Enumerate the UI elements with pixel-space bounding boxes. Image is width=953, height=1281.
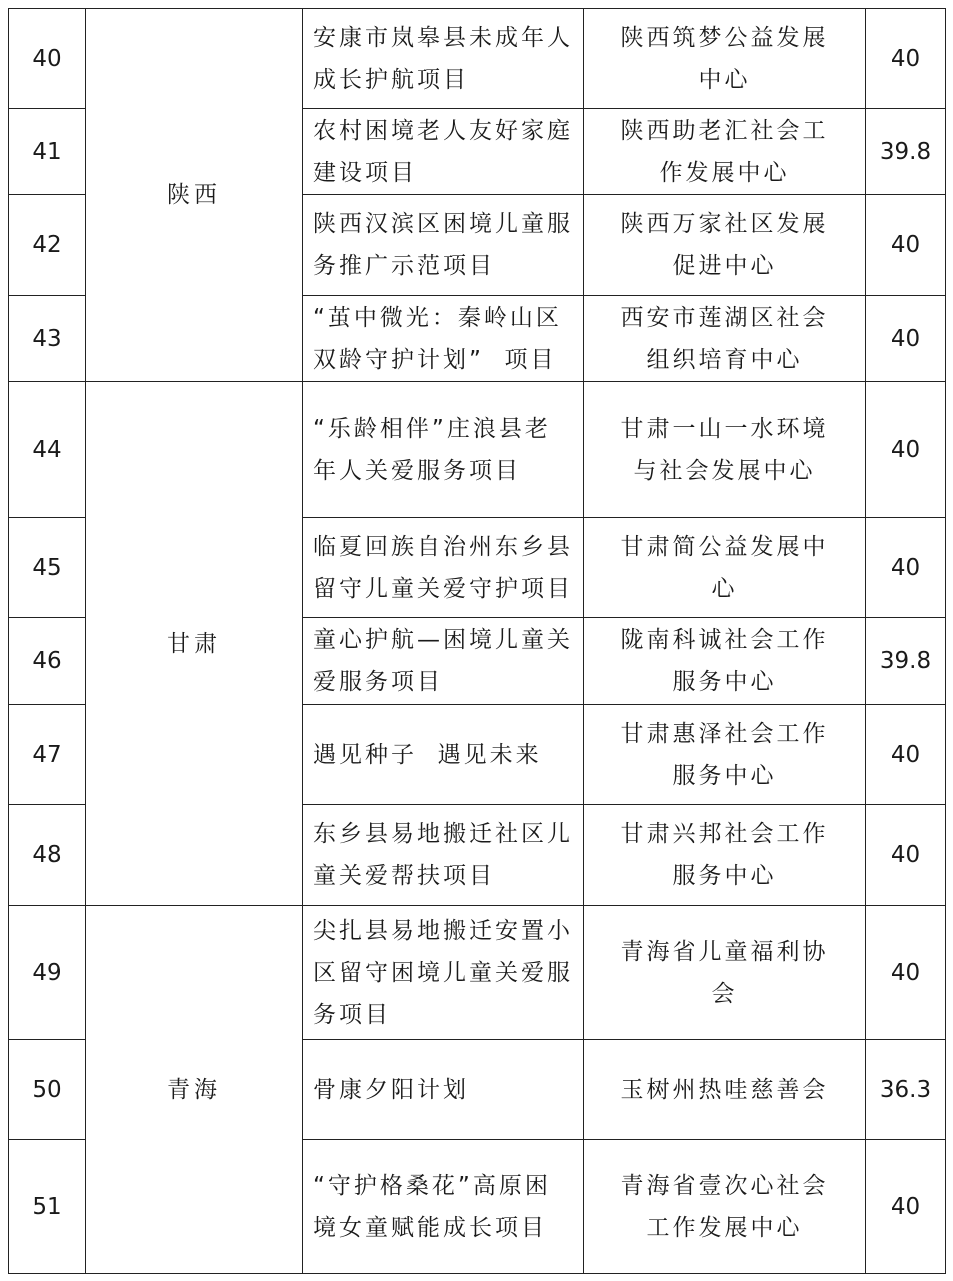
table-row [9,382,946,518]
province-cell: 青海 [86,906,303,1274]
row-number: 42 [9,195,86,296]
organization-name: 玉树州热哇慈善会 [584,1040,866,1140]
project-name: 骨康夕阳计划 [303,1040,584,1140]
row-number: 48 [9,805,86,906]
score: 40 [866,296,946,382]
project-name: 安康市岚皋县未成年人 成长护航项目 [303,9,584,109]
organization-name: 青海省壹次心社会 工作发展中心 [584,1140,866,1274]
table-row [9,906,946,1040]
row-number: 40 [9,9,86,109]
organization-name: 陕西筑梦公益发展 中心 [584,9,866,109]
score: 40 [866,9,946,109]
row-number: 51 [9,1140,86,1274]
province-cell: 甘肃 [86,382,303,906]
score: 39.8 [866,109,946,195]
project-name: 童心护航—困境儿童关 爱服务项目 [303,618,584,705]
table-row [9,9,946,109]
project-name: “乐龄相伴”庄浪县老 年人关爱服务项目 [303,382,584,518]
row-number: 50 [9,1040,86,1140]
organization-name: 陕西万家社区发展 促进中心 [584,195,866,296]
organization-name: 陇南科诚社会工作 服务中心 [584,618,866,705]
row-number: 45 [9,518,86,618]
row-number: 41 [9,109,86,195]
score: 40 [866,195,946,296]
score: 39.8 [866,618,946,705]
project-name: 陕西汉滨区困境儿童服 务推广示范项目 [303,195,584,296]
project-table [8,8,946,1274]
project-name: 临夏回族自治州东乡县 留守儿童关爱守护项目 [303,518,584,618]
score: 40 [866,805,946,906]
score: 36.3 [866,1040,946,1140]
score: 40 [866,382,946,518]
organization-name: 甘肃兴邦社会工作 服务中心 [584,805,866,906]
project-name: 农村困境老人友好家庭 建设项目 [303,109,584,195]
score: 40 [866,705,946,805]
organization-name: 青海省儿童福利协 会 [584,906,866,1040]
score: 40 [866,906,946,1040]
organization-name: 甘肃简公益发展中 心 [584,518,866,618]
score: 40 [866,1140,946,1274]
project-name: “守护格桑花”高原困 境女童赋能成长项目 [303,1140,584,1274]
row-number: 44 [9,382,86,518]
organization-name: 甘肃一山一水环境 与社会发展中心 [584,382,866,518]
organization-name: 陕西助老汇社会工 作发展中心 [584,109,866,195]
organization-name: 西安市莲湖区社会 组织培育中心 [584,296,866,382]
project-name: 遇见种子 遇见未来 [303,705,584,805]
row-number: 49 [9,906,86,1040]
project-name: 尖扎县易地搬迁安置小 区留守困境儿童关爱服 务项目 [303,906,584,1040]
project-name: 东乡县易地搬迁社区儿 童关爱帮扶项目 [303,805,584,906]
organization-name: 甘肃惠泽社会工作 服务中心 [584,705,866,805]
province-cell: 陕西 [86,9,303,382]
score: 40 [866,518,946,618]
row-number: 43 [9,296,86,382]
row-number: 47 [9,705,86,805]
project-name: “茧中微光：秦岭山区 双龄守护计划” 项目 [303,296,584,382]
row-number: 46 [9,618,86,705]
